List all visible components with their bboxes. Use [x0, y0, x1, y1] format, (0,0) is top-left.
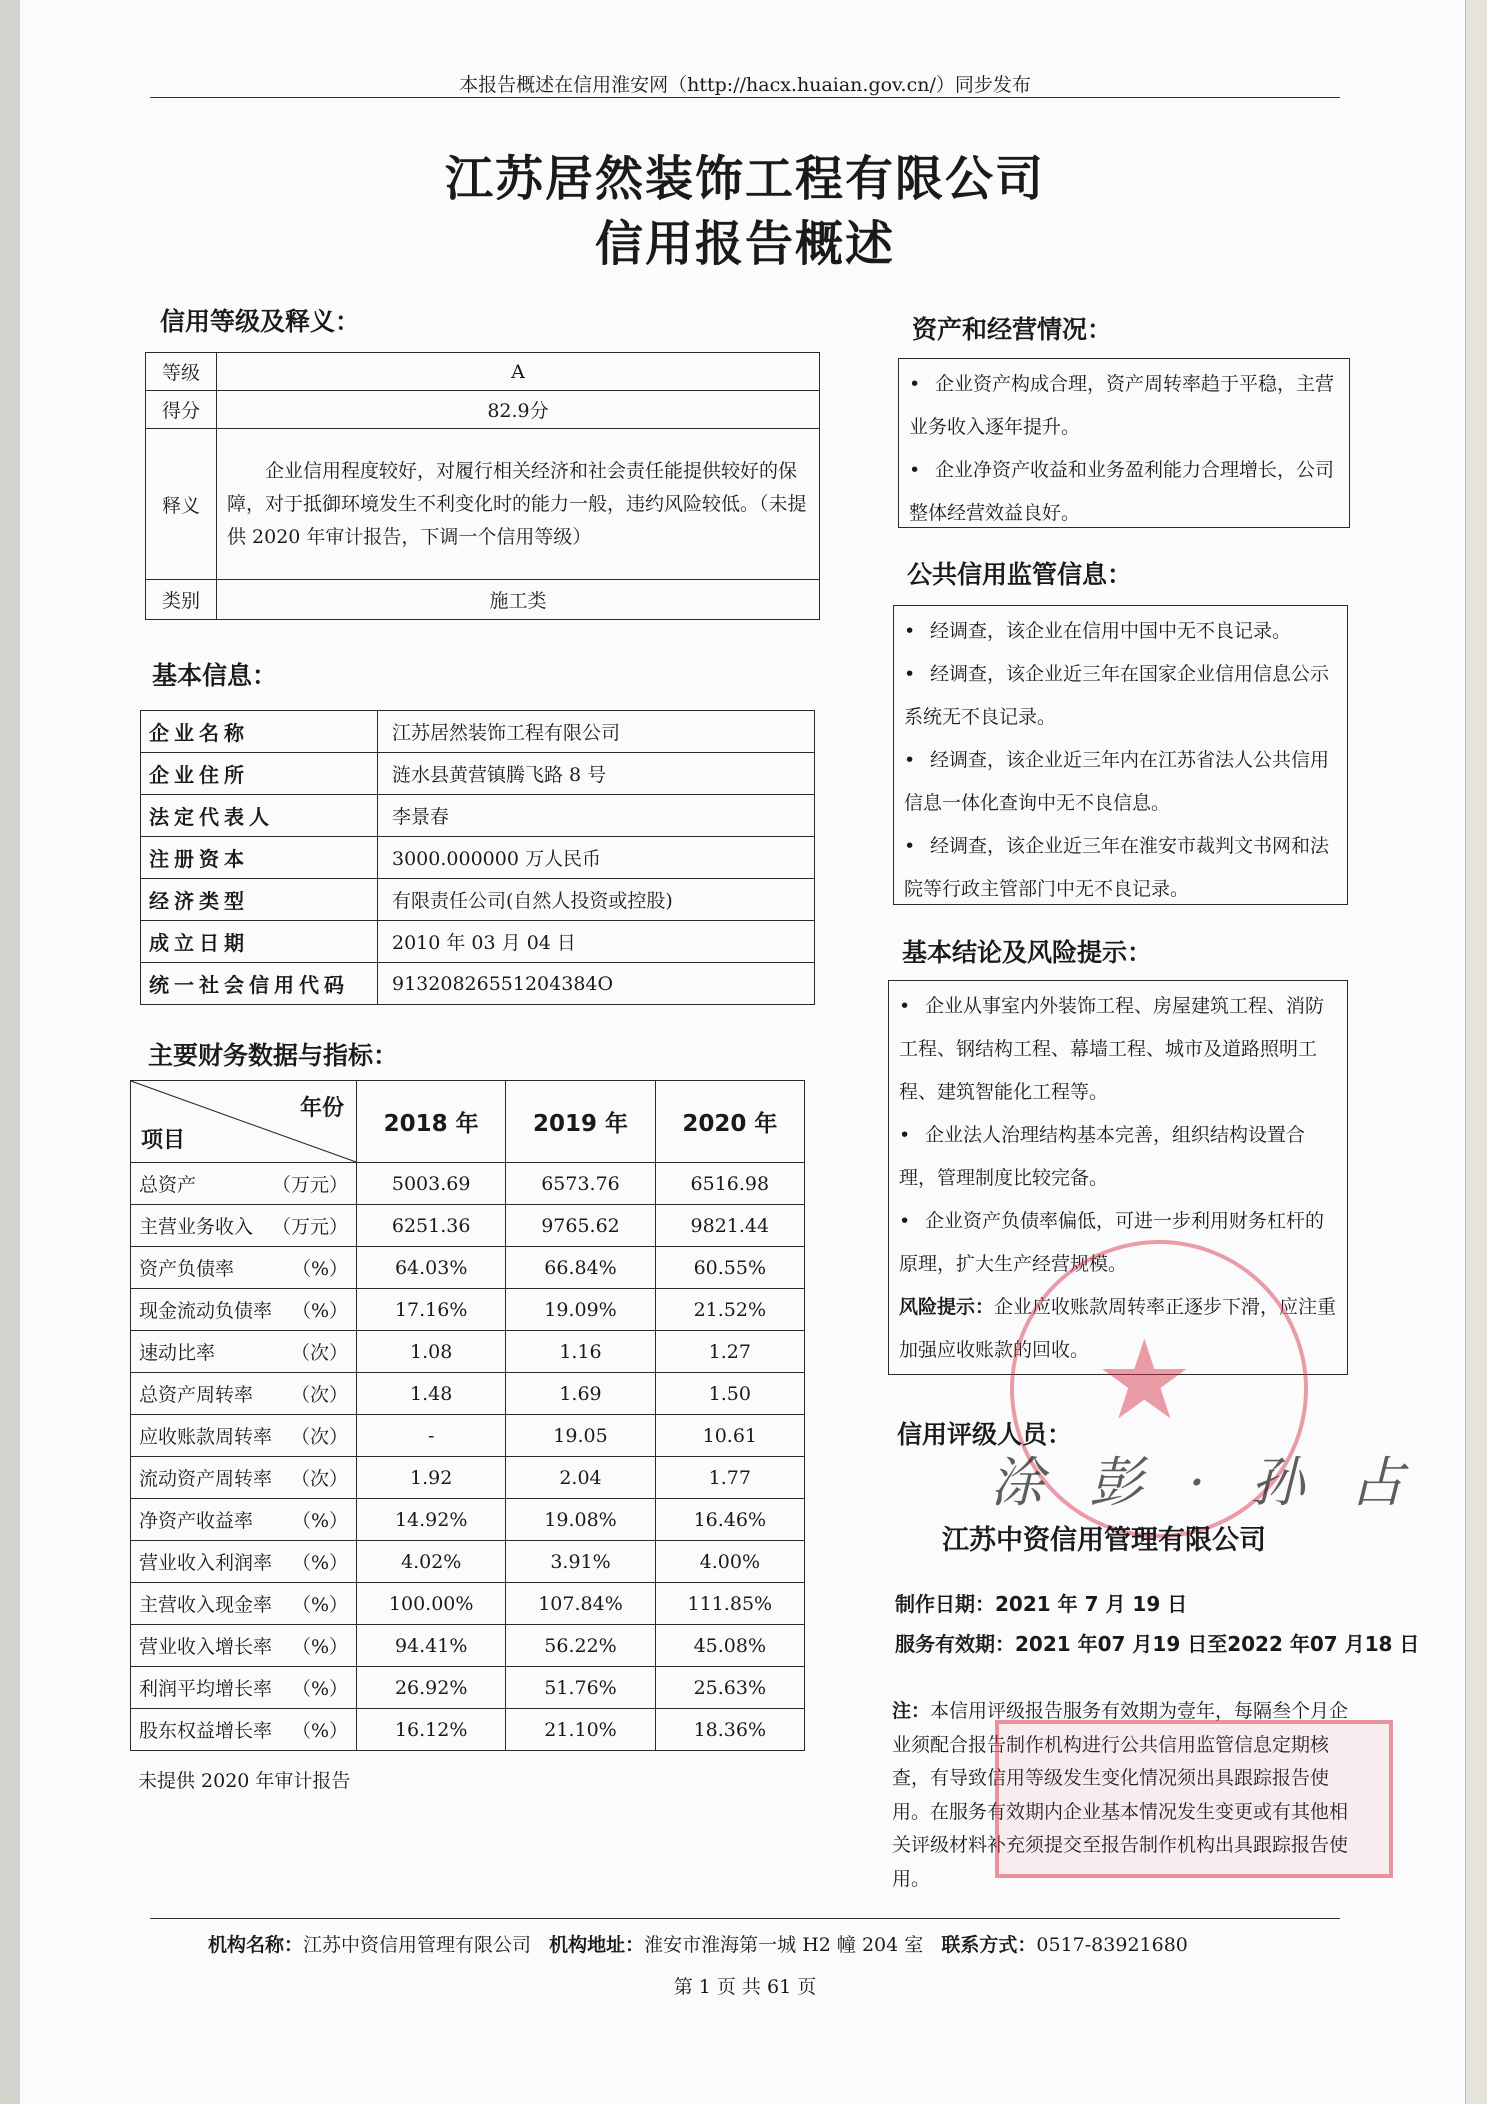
financial-row	[131, 1667, 805, 1709]
category-value: 施工类	[217, 580, 820, 620]
org-label: 机构名称：	[208, 1934, 304, 1956]
financial-value: 3.91%	[506, 1541, 655, 1583]
score-label: 得分	[146, 391, 217, 429]
financial-value: 2.04	[506, 1457, 655, 1499]
financial-value: 1.77	[655, 1457, 804, 1499]
financial-value: 17.16%	[357, 1289, 506, 1331]
date-value: 2021 年 7 月 19 日	[995, 1592, 1188, 1616]
item-unit: （万元）	[271, 1216, 348, 1238]
item-name: 总资产周转率	[139, 1384, 254, 1406]
financial-item	[131, 1499, 357, 1541]
item-unit: （%）	[291, 1510, 348, 1532]
financial-row	[131, 1205, 805, 1247]
grade-value: A	[217, 353, 820, 391]
financial-item	[131, 1373, 357, 1415]
item-unit: （次）	[290, 1468, 348, 1490]
basic-info-row	[141, 963, 815, 1005]
conclusion-item: • 企业资产负债率偏低，可进一步利用财务杠杆的原理，扩大生产经营规模。	[899, 1200, 1337, 1286]
basic-heading: 基本信息：	[152, 661, 278, 690]
item-name: 速动比率	[139, 1342, 216, 1364]
financial-row	[131, 1499, 805, 1541]
score-value: 82.9分	[217, 391, 820, 429]
financial-value: 19.09%	[506, 1289, 655, 1331]
item-unit: （%）	[291, 1720, 348, 1742]
item-name: 利润平均增长率	[139, 1678, 273, 1700]
financial-table	[130, 1080, 805, 1751]
financial-value: 16.46%	[655, 1499, 804, 1541]
financial-value: 64.03%	[357, 1247, 506, 1289]
public-credit-item: • 经调查，该企业近三年内在江苏省法人公共信用信息一体化查询中无不良信息。	[904, 739, 1337, 825]
item-unit: （%）	[291, 1552, 348, 1574]
item-name: 营业收入利润率	[139, 1552, 273, 1574]
public-credit-heading: 公共信用监管信息：	[907, 560, 1133, 589]
financial-value: 6573.76	[506, 1163, 655, 1205]
financial-heading: 主要财务数据与指标：	[148, 1041, 399, 1070]
corner-year-label: 年份	[299, 1096, 344, 1121]
valid-label: 服务有效期：	[895, 1632, 1015, 1656]
year-header: 2018 年	[357, 1081, 506, 1163]
interpretation-text: 企业信用程度较好，对履行相关经济和社会责任能提供较好的保障，对于抵御环境发生不利变化时的能力一般，违约风险较低。（未提供 2020 年审计报告，下调一个信用等级）	[217, 429, 820, 580]
rater-label: 信用评级人员：	[897, 1420, 1073, 1449]
public-credit-box	[893, 605, 1348, 905]
financial-value: 9765.62	[506, 1205, 655, 1247]
financial-value: 1.48	[357, 1373, 506, 1415]
conclusion-item: • 企业从事室内外装饰工程、房屋建筑工程、消防工程、钢结构工程、幕墙工程、城市及道路照明工程、建筑智能化工程等。	[899, 985, 1337, 1114]
basic-info-row	[141, 795, 815, 837]
public-credit-item: • 经调查，该企业在信用中国中无不良记录。	[904, 610, 1337, 653]
financial-value: 6251.36	[357, 1205, 506, 1247]
grade-label: 等级	[146, 353, 217, 391]
valid-value: 2021 年07 月19 日至2022 年07 月18 日	[1015, 1632, 1420, 1656]
item-unit: （万元）	[271, 1174, 348, 1196]
financial-item	[131, 1247, 357, 1289]
rater-company: 江苏中资信用管理有限公司	[942, 1525, 1266, 1556]
table-corner	[131, 1081, 357, 1163]
org-value: 江苏中资信用管理有限公司	[303, 1934, 532, 1956]
basic-info-label: 成立日期	[141, 921, 378, 963]
item-unit: （%）	[291, 1636, 348, 1658]
financial-value: 1.69	[506, 1373, 655, 1415]
financial-value: 9821.44	[655, 1205, 804, 1247]
assets-box	[898, 358, 1350, 528]
financial-row	[131, 1541, 805, 1583]
financial-value: 26.92%	[357, 1667, 506, 1709]
item-name: 总资产	[139, 1174, 197, 1196]
financial-value: 25.63%	[655, 1667, 804, 1709]
credit-table	[145, 352, 820, 620]
header-note: 本报告概述在信用淮安网（http://hacx.huaian.gov.cn/）同步发布	[459, 74, 1031, 96]
item-name: 现金流动负债率	[139, 1300, 273, 1322]
interpretation-label: 释义	[146, 429, 217, 580]
page-edge	[1465, 0, 1487, 2104]
financial-item	[131, 1289, 357, 1331]
financial-value: 14.92%	[357, 1499, 506, 1541]
footer-info	[208, 1930, 1188, 1957]
item-unit: （%）	[291, 1678, 348, 1700]
financial-value: 100.00%	[357, 1583, 506, 1625]
page-number: 第 1 页 共 61 页	[673, 1976, 817, 1998]
financial-value: 56.22%	[506, 1625, 655, 1667]
financial-item	[131, 1163, 357, 1205]
financial-row	[131, 1583, 805, 1625]
basic-info-value: 有限责任公司(自然人投资或控股)	[378, 879, 815, 921]
financial-value: 66.84%	[506, 1247, 655, 1289]
audit-note: 未提供 2020 年审计报告	[138, 1770, 351, 1792]
financial-value: 19.08%	[506, 1499, 655, 1541]
financial-item	[131, 1583, 357, 1625]
basic-info-value: 李景春	[378, 795, 815, 837]
item-unit: （次）	[290, 1342, 348, 1364]
item-unit: （%）	[291, 1258, 348, 1280]
financial-value: 16.12%	[357, 1709, 506, 1751]
item-unit: （次）	[290, 1426, 348, 1448]
header-divider	[150, 97, 1340, 98]
report-stamp	[995, 1720, 1393, 1878]
public-credit-item: • 经调查，该企业近三年在淮安市裁判文书网和法院等行政主管部门中无不良记录。	[904, 825, 1337, 911]
financial-value: 111.85%	[655, 1583, 804, 1625]
financial-value: 4.02%	[357, 1541, 506, 1583]
basic-info-value: 91320826551204384O	[378, 963, 815, 1005]
addr-label: 机构地址：	[549, 1934, 645, 1956]
financial-value: 18.36%	[655, 1709, 804, 1751]
credit-heading: 信用等级及释义：	[160, 307, 361, 336]
conclusion-item: • 企业法人治理结构基本完善，组织结构设置合理，管理制度比较完备。	[899, 1114, 1337, 1200]
financial-row	[131, 1373, 805, 1415]
contact-label: 联系方式：	[941, 1934, 1037, 1956]
assets-heading: 资产和经营情况：	[912, 315, 1113, 344]
financial-value: 45.08%	[655, 1625, 804, 1667]
financial-row	[131, 1163, 805, 1205]
item-unit: （%）	[291, 1300, 348, 1322]
basic-info-row	[141, 711, 815, 753]
risk-label: 风险提示：	[899, 1296, 995, 1318]
financial-item	[131, 1709, 357, 1751]
basic-info-value: 江苏居然装饰工程有限公司	[378, 711, 815, 753]
financial-value: 60.55%	[655, 1247, 804, 1289]
financial-row	[131, 1331, 805, 1373]
financial-value: 1.08	[357, 1331, 506, 1373]
item-name: 营业收入增长率	[139, 1636, 273, 1658]
basic-info-row	[141, 753, 815, 795]
financial-row	[131, 1415, 805, 1457]
notice-label: 注：	[892, 1700, 931, 1722]
basic-info-label: 注册资本	[141, 837, 378, 879]
financial-item	[131, 1415, 357, 1457]
financial-value: 94.41%	[357, 1625, 506, 1667]
conclusion-list	[899, 985, 1337, 1286]
addr-value: 淮安市淮海第一城 H2 幢 204 室	[644, 1934, 924, 1956]
risk-text: 企业应收账款周转率正逐步下滑，应注重加强应收账款的回收。	[899, 1296, 1337, 1361]
report-title: 信用报告概述	[594, 216, 895, 272]
basic-info-table	[140, 710, 815, 1005]
date-label: 制作日期：	[895, 1592, 995, 1616]
basic-info-label: 企业名称	[141, 711, 378, 753]
conclusion-heading: 基本结论及风险提示：	[902, 938, 1153, 967]
basic-info-label: 经济类型	[141, 879, 378, 921]
year-header: 2019 年	[506, 1081, 655, 1163]
basic-info-row	[141, 837, 815, 879]
assets-item: • 企业资产构成合理，资产周转率趋于平稳，主营业务收入逐年提升。	[909, 363, 1339, 449]
financial-row	[131, 1625, 805, 1667]
financial-item	[131, 1331, 357, 1373]
item-name: 流动资产周转率	[139, 1468, 273, 1490]
financial-value: 21.52%	[655, 1289, 804, 1331]
financial-value: 21.10%	[506, 1709, 655, 1751]
financial-item	[131, 1457, 357, 1499]
financial-item	[131, 1667, 357, 1709]
production-date	[895, 1588, 1187, 1617]
corner-item-label: 项目	[141, 1128, 186, 1153]
financial-value: 1.50	[655, 1373, 804, 1415]
basic-info-row	[141, 879, 815, 921]
company-title: 江苏居然装饰工程有限公司	[444, 151, 1045, 207]
financial-row	[131, 1289, 805, 1331]
item-name: 净资产收益率	[139, 1510, 254, 1532]
item-unit: （次）	[290, 1384, 348, 1406]
financial-value: 4.00%	[655, 1541, 804, 1583]
contact-value: 0517-83921680	[1036, 1934, 1188, 1956]
rater-signature: 涂 彭 · 孙 占	[990, 1451, 1418, 1514]
footer-divider	[150, 1918, 1340, 1919]
basic-info-label: 企业住所	[141, 753, 378, 795]
item-name: 应收账款周转率	[139, 1426, 273, 1448]
year-header: 2020 年	[655, 1081, 804, 1163]
basic-info-row	[141, 921, 815, 963]
basic-info-label: 法定代表人	[141, 795, 378, 837]
financial-value: 19.05	[506, 1415, 655, 1457]
financial-row	[131, 1709, 805, 1751]
financial-value: 1.27	[655, 1331, 804, 1373]
item-name: 资产负债率	[139, 1258, 235, 1280]
financial-row	[131, 1247, 805, 1289]
financial-value: 107.84%	[506, 1583, 655, 1625]
financial-value: 1.16	[506, 1331, 655, 1373]
financial-value: -	[357, 1415, 506, 1457]
service-validity	[895, 1628, 1419, 1657]
item-unit: （%）	[291, 1594, 348, 1616]
financial-value: 6516.98	[655, 1163, 804, 1205]
basic-info-value: 3000.000000 万人民币	[378, 837, 815, 879]
assets-item: • 企业净资产收益和业务盈利能力合理增长，公司整体经营效益良好。	[909, 449, 1339, 535]
notice-text: 本信用评级报告服务有效期为壹年，每隔叁个月企业须配合报告制作机构进行公共信用监管信息定期核查，有导致信用等级发生变化情况须出具跟踪报告使用。在服务有效期内企业基本情况发生变更或有其他相关评级材料补充须提交至报告制作机构出具跟踪报告使用。	[892, 1700, 1349, 1890]
basic-info-value: 涟水县黄营镇腾飞路 8 号	[378, 753, 815, 795]
financial-value: 5003.69	[357, 1163, 506, 1205]
basic-info-label: 统一社会信用代码	[141, 963, 378, 1005]
item-name: 主营业务收入	[139, 1216, 254, 1238]
financial-row	[131, 1457, 805, 1499]
item-name: 股东权益增长率	[139, 1720, 273, 1742]
financial-item	[131, 1541, 357, 1583]
seal-star-icon: ★	[1095, 1316, 1194, 1444]
financial-item	[131, 1625, 357, 1667]
public-credit-item: • 经调查，该企业近三年在国家企业信用信息公示系统无不良记录。	[904, 653, 1337, 739]
financial-value: 51.76%	[506, 1667, 655, 1709]
financial-item	[131, 1205, 357, 1247]
financial-value: 10.61	[655, 1415, 804, 1457]
financial-value: 1.92	[357, 1457, 506, 1499]
item-name: 主营收入现金率	[139, 1594, 273, 1616]
basic-info-value: 2010 年 03 月 04 日	[378, 921, 815, 963]
category-label: 类别	[146, 580, 217, 620]
